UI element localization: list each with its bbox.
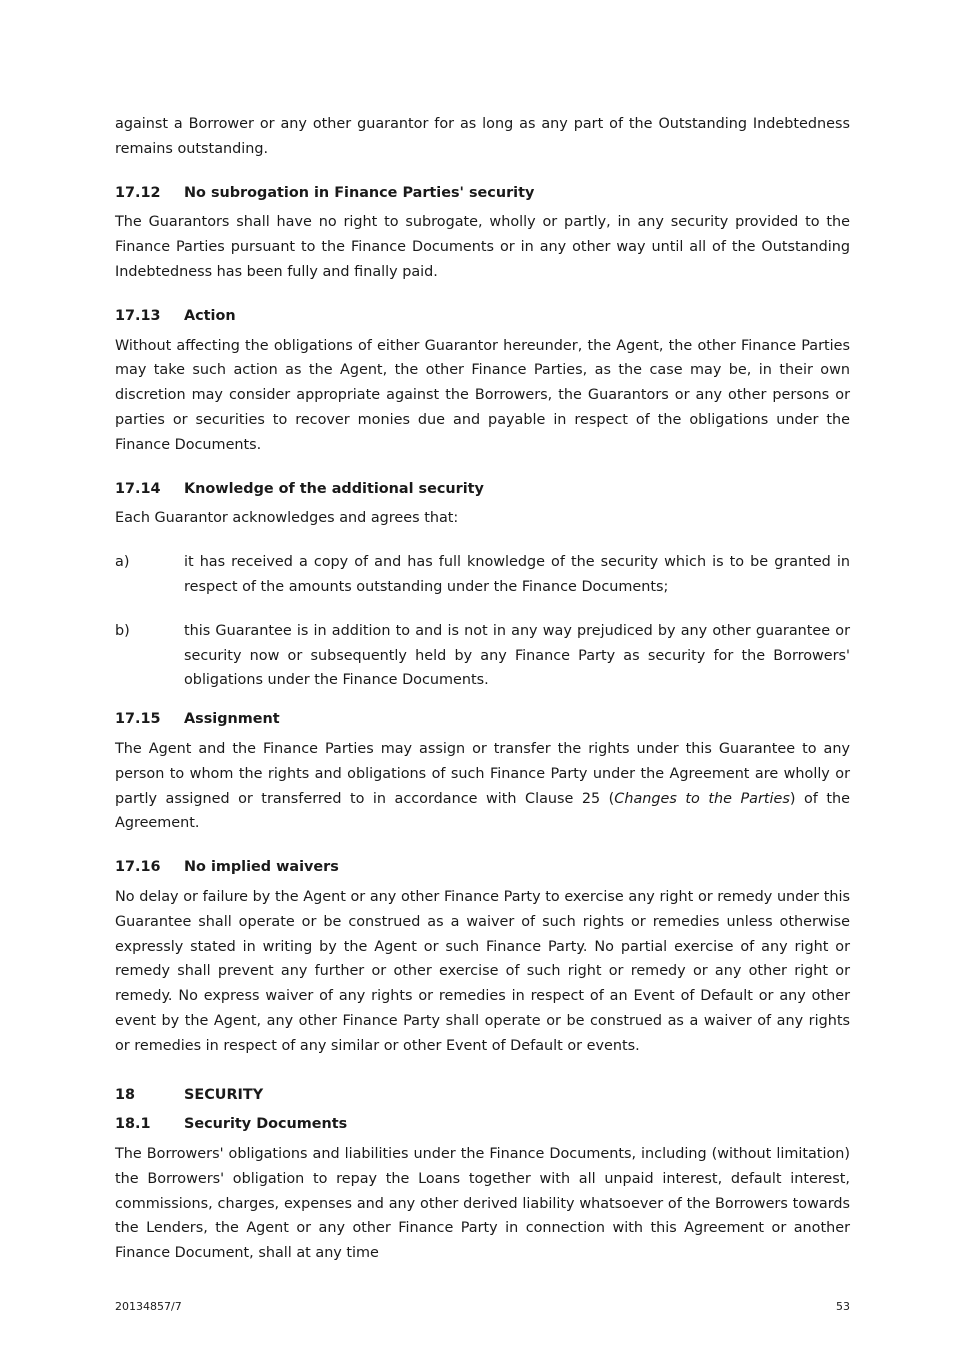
document-reference: 20134857/7 (115, 1300, 182, 1313)
section-number: 18 (115, 1086, 136, 1103)
page-footer (115, 1300, 850, 1313)
list-item (115, 619, 850, 693)
intro-paragraph: against a Borrower or any other guarantor for as long as any part of the Outstanding Indebtedness remains outstanding. (115, 116, 850, 157)
section-number: 17.13 (115, 307, 161, 324)
list-marker: a) (115, 554, 130, 571)
section-heading-18-1 (115, 1112, 850, 1137)
section-body-18-1: The Borrowers' obligations and liabilities under the Finance Documents, including (without limitation) the Borrowers' obligation to repay the Loans together with all unpaid interest, default interest, commissions, charges, expenses and any other derived liability whatsoever of the Borrowers towards the Lenders, the Agent or any other Finance Party in connection with this Agreement or another Finance Document, shall at any time (115, 1146, 850, 1262)
section-title: Knowledge of the additional security (184, 480, 484, 497)
section-number: 17.15 (115, 711, 161, 728)
section-number: 17.16 (115, 859, 161, 876)
list-text: it has received a copy of and has full knowledge of the security which is to be granted in respect of the amounts outstanding under the Finance Documents; (184, 554, 850, 595)
section-title: Action (184, 307, 236, 324)
section-heading-17-15 (115, 707, 850, 732)
section-title: Assignment (184, 711, 280, 728)
section-body-17-15 (115, 737, 850, 836)
section-heading-18 (115, 1083, 850, 1108)
clause-reference: Changes to the Parties (614, 790, 790, 807)
section-heading-17-12 (115, 181, 850, 206)
section-body-17-14: Each Guarantor acknowledges and agrees that: (115, 510, 459, 527)
section-title: No implied waivers (184, 859, 339, 876)
list-marker: b) (115, 622, 130, 639)
section-title: No subrogation in Finance Parties' security (184, 184, 535, 201)
document-page (115, 112, 850, 1285)
section-title: SECURITY (184, 1086, 264, 1103)
section-heading-17-16 (115, 855, 850, 880)
section-number: 17.12 (115, 184, 161, 201)
section-number: 17.14 (115, 480, 161, 497)
list-item (115, 550, 850, 600)
section-title: Security Documents (184, 1116, 348, 1133)
body-text: ) of the Agreement. (115, 790, 850, 832)
section-number: 18.1 (115, 1116, 151, 1133)
section-body-17-13: Without affecting the obligations of either Guarantor hereunder, the Agent, the other Finance Parties may take such action as the Agent, the other Finance Parties, as the case may be, in their own discretion may consider appropriate against the Borrowers, the Guarantors or any other persons or parties or securities to recover monies due and payable in respect of the obligations under the Finance Documents. (115, 337, 850, 453)
section-heading-17-14 (115, 477, 850, 502)
body-text: The Agent and the Finance Parties may assign or transfer the rights under this Guarantee to any person to whom the rights and obligations of such Finance Party under the Agreement are wholly or partly assigned or transferred to in accordance with Clause 25 ( (115, 740, 850, 807)
section-heading-17-13 (115, 304, 850, 329)
list-text: this Guarantee is in addition to and is not in any way prejudiced by any other guarantee or security now or subsequently held by any Finance Party as security for the Borrowers' obligations under the Finance Documents. (184, 622, 850, 689)
section-body-17-12: The Guarantors shall have no right to subrogate, wholly or partly, in any security provided to the Finance Parties pursuant to the Finance Documents or in any other way until all of the Outstanding Indebtedness has been fully and finally paid. (115, 214, 850, 280)
page-number: 53 (836, 1300, 850, 1313)
section-body-17-16: No delay or failure by the Agent or any other Finance Party to exercise any right or remedy under this Guarantee shall operate or be construed as a waiver of such rights or remedies unless otherwise expressly stated in writing by the Agent or such Finance Party. No partial exercise of any right or remedy shall prevent any further or other exercise of such right or remedy or any other right or remedy. No express waiver of any rights or remedies in respect of an Event of Default or any other event by the Agent, any other Finance Party shall operate or be construed as a waiver of any rights or remedies in respect of any similar or other Event of Default or events. (115, 888, 850, 1054)
